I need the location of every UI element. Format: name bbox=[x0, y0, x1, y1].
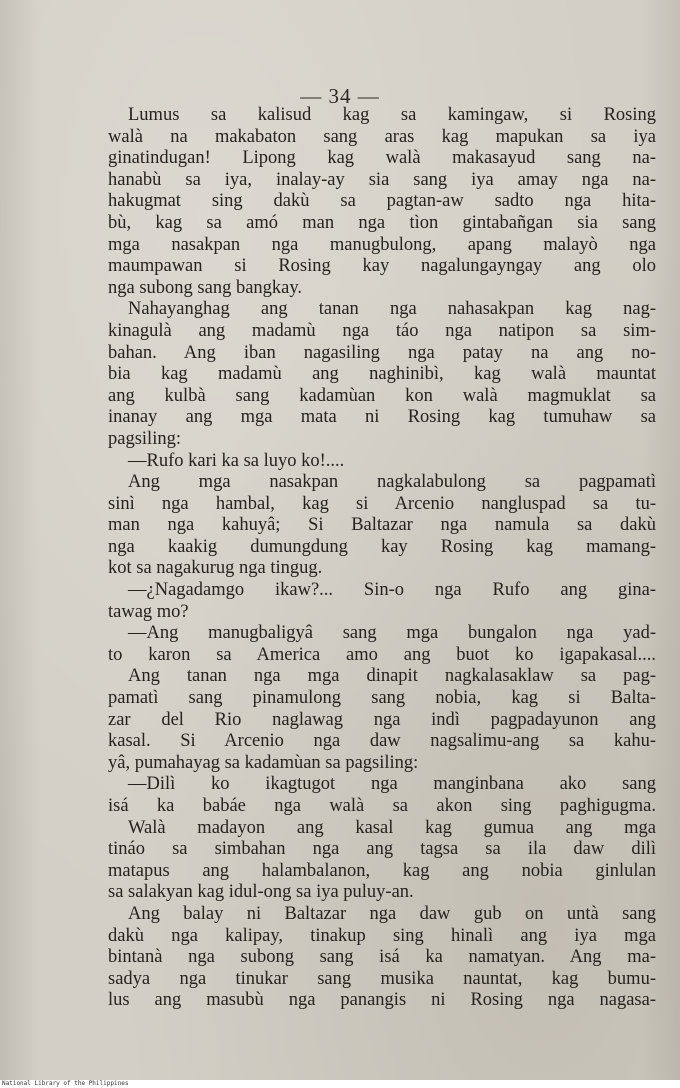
text-line: Walà madayon ang kasal kag gumua ang mga bbox=[128, 817, 656, 838]
text-line: Ang balay ni Baltazar nga daw gub on untà sang bbox=[128, 903, 656, 924]
text-line: sinì nga hambal, kag si Arcenio nangluspad sa tu- bbox=[108, 493, 656, 514]
text-line: to karon sa America amo ang buot ko igapakasal.... bbox=[108, 644, 656, 665]
text-line: lus ang masubù nga panangis ni Rosing nga nagasa- bbox=[108, 990, 656, 1011]
text-line: Ang mga nasakpan nagkalabulong sa pagpamatì bbox=[128, 472, 656, 493]
text-line: inanay ang mga mata ni Rosing kag tumuhaw sa bbox=[108, 407, 656, 428]
text-line: bù, kag sa amó man nga tìon gintabañgan sia sang bbox=[108, 212, 656, 233]
text-line: nga kaakig dumungdung kay Rosing kag mamang- bbox=[108, 536, 656, 557]
text-line: zar del Rio naglawag nga indì pagpadayunon ang bbox=[108, 709, 656, 730]
text-line: Ang tanan nga mga dinapit nagkalasaklaw sa pag- bbox=[128, 666, 656, 687]
text-line: yâ, pumahayag sa kadamùan sa pagsiling: bbox=[108, 752, 419, 773]
text-line: isá ka babáe nga walà sa akon sing paghigugma. bbox=[108, 796, 656, 816]
text-line: tawag mo? bbox=[108, 601, 189, 622]
text-line: tináo sa simbahan nga ang tagsa sa ila daw dilì bbox=[108, 839, 656, 860]
text-line: pagsiling: bbox=[108, 428, 181, 449]
text-line: bintanà nga subong sang isá ka namatyan. Ang ma- bbox=[108, 947, 656, 968]
text-line: sadya nga tinukar sang musika nauntat, kag bumu- bbox=[108, 968, 656, 989]
library-credit: National Library of the Philippines bbox=[0, 1080, 680, 1088]
text-line: dakù nga kalipay, tinakup sing hinalì ang iya mga bbox=[108, 925, 656, 946]
text-line: —¿Nagadamgo ikaw?... Sin-o nga Rufo ang gina- bbox=[128, 580, 656, 601]
text-line: ang kulbà sang kadamùan kon walà magmuklat sa bbox=[108, 385, 656, 406]
text-line: ginatindugan! Lipong kag walà makasayud sang na- bbox=[108, 148, 656, 169]
text-line: hakugmat sing dakù sa pagtan-aw sadto nga hita- bbox=[108, 191, 656, 212]
text-line: hanabù sa iya, inalay-ay sia sang iya amay nga na- bbox=[108, 169, 656, 190]
text-line: bia kag madamù ang naghinibì, kag walà mauntat bbox=[108, 364, 656, 385]
page-number: — 34 — bbox=[300, 84, 380, 108]
text-line: —Rufo kari ka sa luyo ko!.... bbox=[128, 450, 345, 471]
text-line: Nahayanghag ang tanan nga nahasakpan kag nag- bbox=[128, 299, 656, 320]
text-line: mga nasakpan nga manugbulong, apang malayò nga bbox=[108, 234, 656, 255]
text-line: sa salakyan kag idul-ong sa iya puluy-an. bbox=[108, 882, 414, 903]
text-line: kinagulà ang madamù nga táo nga natipon sa sim- bbox=[108, 320, 656, 341]
text-line: matapus ang halambalanon, kag ang nobia ginlulan bbox=[108, 860, 656, 881]
text-line: bahan. Ang iban nagasiling nga patay na ang no- bbox=[108, 342, 656, 363]
body-text bbox=[108, 105, 656, 1012]
text-line: kot sa nagakurug nga tingug. bbox=[108, 558, 323, 579]
text-line: kasal. Si Arcenio nga daw nagsalimu-ang sa kahu- bbox=[108, 731, 656, 752]
text-line: walà na makabaton sang aras kag mapukan sa iya bbox=[108, 126, 656, 147]
text-line: man nga kahuyâ; Si Baltazar nga namula sa dakù bbox=[108, 515, 656, 536]
text-line: nga subong sang bangkay. bbox=[108, 277, 303, 298]
text-line: —Dilì ko ikagtugot nga manginbana ako sang bbox=[128, 774, 656, 795]
text-line: Lumus sa kalisud kag sa kamingaw, si Rosing bbox=[128, 105, 656, 125]
text-line: —Ang manugbaligyâ sang mga bungalon nga yad- bbox=[128, 623, 656, 644]
text-line: pamatì sang pinamulong sang nobia, kag si Balta- bbox=[108, 688, 656, 709]
text-line: maumpawan si Rosing kay nagalungayngay ang olo bbox=[108, 256, 656, 277]
